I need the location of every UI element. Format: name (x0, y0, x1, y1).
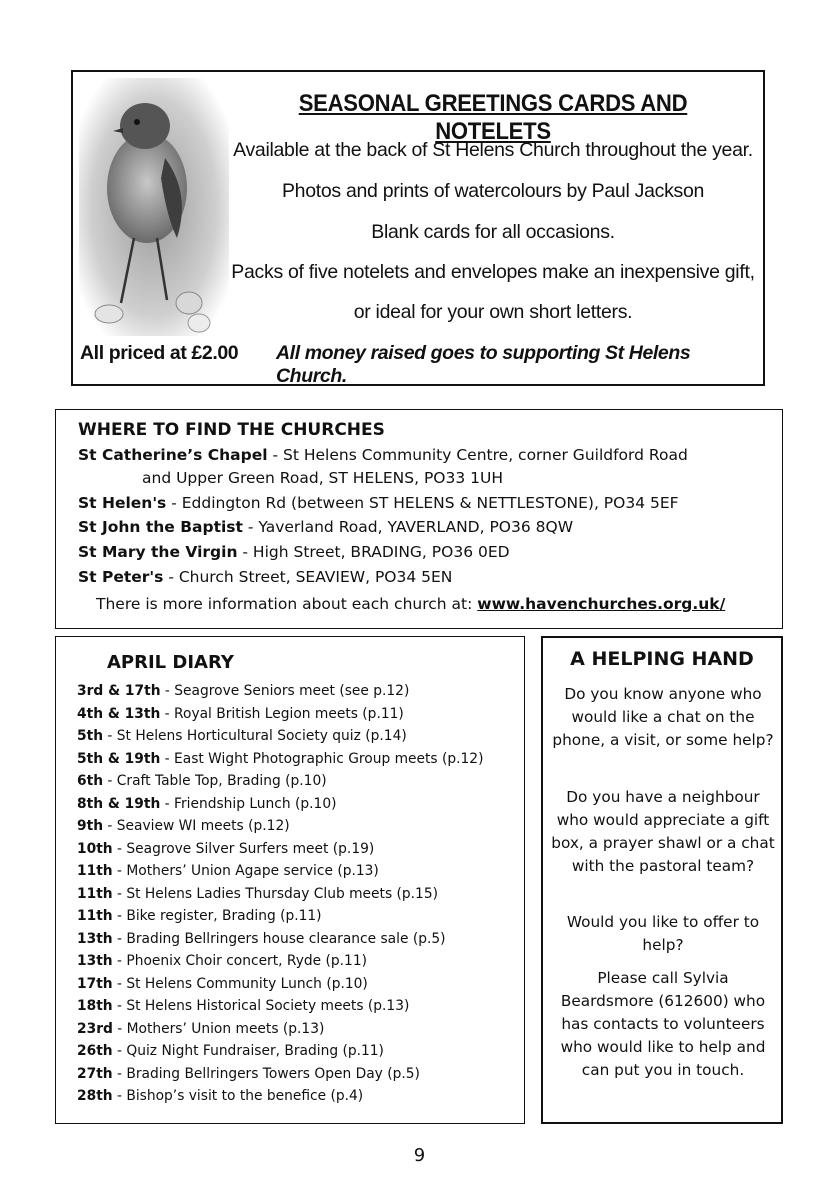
diary-date: 10th (77, 840, 113, 857)
more-info-text: There is more information about each church at: (96, 595, 478, 613)
diary-date: 8th & 19th (77, 795, 161, 812)
diary-entry (77, 908, 483, 931)
church-address: - High Street, BRADING, PO36 0ED (237, 543, 510, 561)
helping-paragraph: Please call Sylvia Beardsmore (612600) who has contacts to volunteers who would like to help and can put you in touch. (560, 969, 766, 1079)
church-item (78, 494, 679, 512)
diary-date: 11th (77, 885, 113, 902)
diary-event: - Brading Bellringers house clearance sale (p.5) (112, 930, 446, 947)
diary-event: - Friendship Lunch (p.10) (160, 795, 337, 812)
diary-entry (77, 796, 483, 819)
church-address: - Yaverland Road, YAVERLAND, PO36 8QW (242, 518, 574, 536)
helping-paragraph: Would you like to offer to help? (566, 913, 760, 954)
greetings-advert (71, 70, 765, 386)
diary-date: 28th (77, 1088, 113, 1104)
diary-date: 11th (77, 863, 113, 879)
church-item (78, 543, 510, 561)
diary-event: - Bishop’s visit to the benefice (p.4) (112, 1088, 364, 1104)
diary-date: 23rd (77, 1020, 113, 1037)
diary-entry (77, 863, 483, 886)
diary-heading: APRIL DIARY (107, 652, 234, 673)
diary-entry (77, 1066, 483, 1089)
diary-event: - Mothers’ Union Agape service (p.13) (112, 863, 379, 879)
church-item (78, 518, 573, 536)
churches-box (55, 409, 783, 629)
diary-entry (77, 1043, 483, 1066)
diary-date: 27th (77, 1065, 113, 1082)
diary-event: - Seagrove Seniors meet (see p.12) (160, 683, 410, 699)
church-address: - Eddington Rd (between ST HELENS & NETTLESTONE), PO34 5EF (166, 494, 679, 512)
diary-date: 26th (77, 1043, 113, 1059)
diary-event: - Mothers’ Union meets (p.13) (112, 1020, 325, 1037)
diary-event: - Royal British Legion meets (p.11) (160, 705, 404, 722)
diary-date: 9th (77, 818, 104, 834)
greetings-line: Packs of five notelets and envelopes make an inexpensive gift, (231, 261, 755, 283)
church-name: St Catherine’s Chapel (78, 446, 268, 464)
diary-date: 18th (77, 998, 113, 1014)
price-text: All priced at £2.00 (80, 342, 239, 364)
greetings-line: or ideal for your own short letters. (353, 301, 633, 323)
churches-heading: WHERE TO FIND THE CHURCHES (78, 420, 385, 440)
diary-date: 3rd & 17th (77, 683, 161, 699)
diary-list (77, 683, 483, 1111)
diary-entry (77, 841, 483, 864)
greetings-line: Blank cards for all occasions. (371, 221, 615, 243)
diary-date: 6th (77, 773, 104, 789)
helping-heading: A HELPING HAND (570, 648, 754, 670)
greetings-line: Available at the back of St Helens Church throughout the year. (233, 139, 753, 161)
helping-hand-box (541, 636, 783, 1124)
helping-paragraph: Do you know anyone who would like a chat on the phone, a visit, or some help? (552, 685, 774, 749)
church-name: St Mary the Virgin (78, 543, 238, 561)
diary-entry (77, 751, 483, 774)
church-name: St Peter's (78, 568, 164, 586)
diary-date: 5th & 19th (77, 750, 161, 767)
diary-box (55, 636, 525, 1124)
diary-event: - Craft Table Top, Brading (p.10) (103, 773, 327, 789)
diary-entry (77, 1088, 483, 1111)
church-address: - Church Street, SEAVIEW, PO34 5EN (163, 568, 453, 586)
diary-entry (77, 818, 483, 841)
diary-entry (77, 706, 483, 729)
church-name: St John the Baptist (78, 518, 243, 536)
diary-date: 17th (77, 975, 113, 992)
diary-event: - St Helens Ladies Thursday Club meets (p.15) (112, 885, 438, 902)
diary-event: - St Helens Horticultural Society quiz (p.14) (103, 728, 407, 744)
diary-event: - Bike register, Brading (p.11) (112, 908, 322, 924)
diary-entry (77, 728, 483, 751)
diary-date: 5th (77, 728, 104, 744)
website-link[interactable]: www.havenchurches.org.uk/ (477, 595, 726, 613)
diary-entry (77, 953, 483, 976)
diary-date: 13th (77, 930, 113, 947)
robin-bird-photo (79, 78, 229, 336)
diary-event: - St Helens Community Lunch (p.10) (112, 975, 368, 992)
church-address-continued: and Upper Green Road, ST HELENS, PO33 1UH (142, 469, 504, 487)
diary-event: - Seaview WI meets (p.12) (103, 818, 290, 834)
diary-event: - Phoenix Choir concert, Ryde (p.11) (112, 953, 367, 969)
church-item (78, 568, 452, 586)
greetings-title: SEASONAL GREETINGS CARDS AND NOTELETS (298, 90, 688, 145)
church-name: St Helen's (78, 494, 167, 512)
diary-entry (77, 773, 483, 796)
page-number: 9 (413, 1145, 426, 1166)
diary-event: - Quiz Night Fundraiser, Brading (p.11) (112, 1043, 384, 1059)
diary-entry (77, 886, 483, 909)
diary-event: - Brading Bellringers Towers Open Day (p.5) (112, 1065, 420, 1082)
diary-date: 13th (77, 953, 113, 969)
diary-event: - Seagrove Silver Surfers meet (p.19) (112, 840, 375, 857)
support-text: All money raised goes to supporting St Helens Church. (276, 342, 691, 387)
diary-date: 11th (77, 908, 113, 924)
diary-entry (77, 998, 483, 1021)
diary-entry (77, 931, 483, 954)
diary-event: - St Helens Historical Society meets (p.13) (112, 998, 410, 1014)
church-address: - St Helens Community Centre, corner Guildford Road (267, 446, 688, 464)
church-item (78, 446, 688, 464)
greetings-line: Photos and prints of watercolours by Paul Jackson (281, 180, 705, 202)
helping-paragraph: Do you have a neighbour who would appreciate a gift box, a prayer shawl or a chat with the pastoral team? (551, 788, 775, 875)
more-info-line (96, 595, 725, 613)
diary-event: - East Wight Photographic Group meets (p.12) (160, 750, 484, 767)
diary-entry (77, 1021, 483, 1044)
diary-date: 4th & 13th (77, 705, 161, 722)
diary-entry (77, 976, 483, 999)
diary-entry (77, 683, 483, 706)
